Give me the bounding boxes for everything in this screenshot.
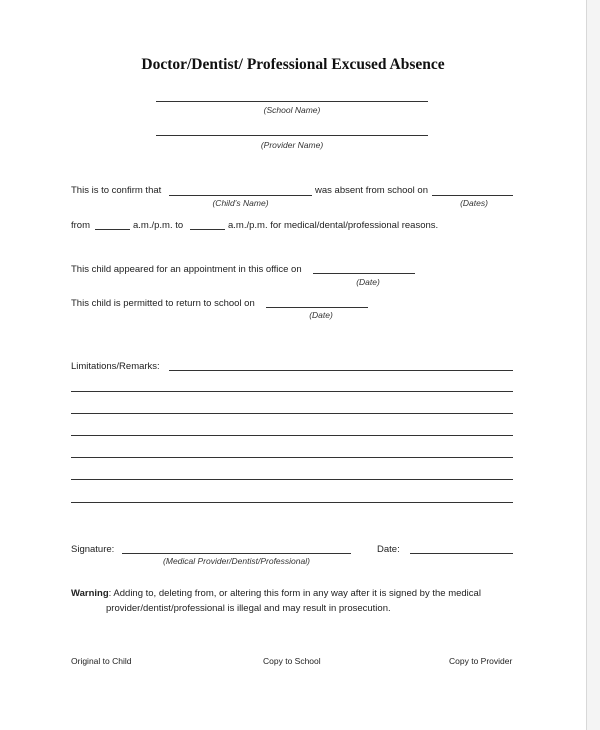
signature-line[interactable] [122,553,351,554]
return-text: This child is permitted to return to school on [71,298,255,309]
appointment-date-caption: (Date) [356,277,380,287]
confirm-prefix: This is to confirm that [71,185,162,196]
school-name-caption: (School Name) [263,105,321,115]
form-title: Doctor/Dentist/ Professional Excused Absence [141,56,445,73]
remarks-line[interactable] [71,457,513,458]
warning-line-1 [71,586,481,601]
provider-name-line[interactable] [156,135,428,136]
warning-text-2: provider/dentist/professional is illegal and may result in prosecution. [106,603,391,614]
signature-date-line[interactable] [410,553,513,554]
return-date-caption: (Date) [309,310,333,320]
limitations-label: Limitations/Remarks: [71,361,160,372]
footer-copy-provider: Copy to Provider [449,656,513,666]
appointment-text: This child appeared for an appointment in this office on [71,264,302,275]
signature-label: Signature: [71,544,115,555]
remarks-line[interactable] [71,502,513,503]
footer-original: Original to Child [71,656,132,666]
absence-dates-caption: (Dates) [460,198,488,208]
to-time-line[interactable] [190,229,225,230]
scrollbar[interactable] [587,0,600,730]
appointment-date-line[interactable] [313,273,415,274]
remarks-line[interactable] [71,413,513,414]
ampm-for-label: a.m./p.m. for medical/dental/professional reasons. [228,220,439,231]
remarks-line[interactable] [71,435,513,436]
from-label: from [71,220,90,231]
date-label: Date: [377,544,400,555]
ampm-to-label: a.m./p.m. to [133,220,184,231]
signature-caption: (Medical Provider/Dentist/Professional) [163,556,310,566]
remarks-line[interactable] [169,370,513,371]
footer-copy-school: Copy to School [263,656,321,666]
return-date-line[interactable] [266,307,368,308]
school-name-line[interactable] [156,101,428,102]
childs-name-caption: (Child’s Name) [212,198,269,208]
childs-name-line[interactable] [169,195,312,196]
warning-text-1: : Adding to, deleting from, or altering this form in any way after it is signed by the medical [108,588,481,599]
absence-dates-line[interactable] [432,195,513,196]
remarks-line[interactable] [71,391,513,392]
from-time-line[interactable] [95,229,130,230]
warning-bold: Warning [71,588,109,599]
remarks-line[interactable] [71,479,513,480]
provider-name-caption: (Provider Name) [260,140,324,150]
confirm-middle: was absent from school on [315,185,429,196]
